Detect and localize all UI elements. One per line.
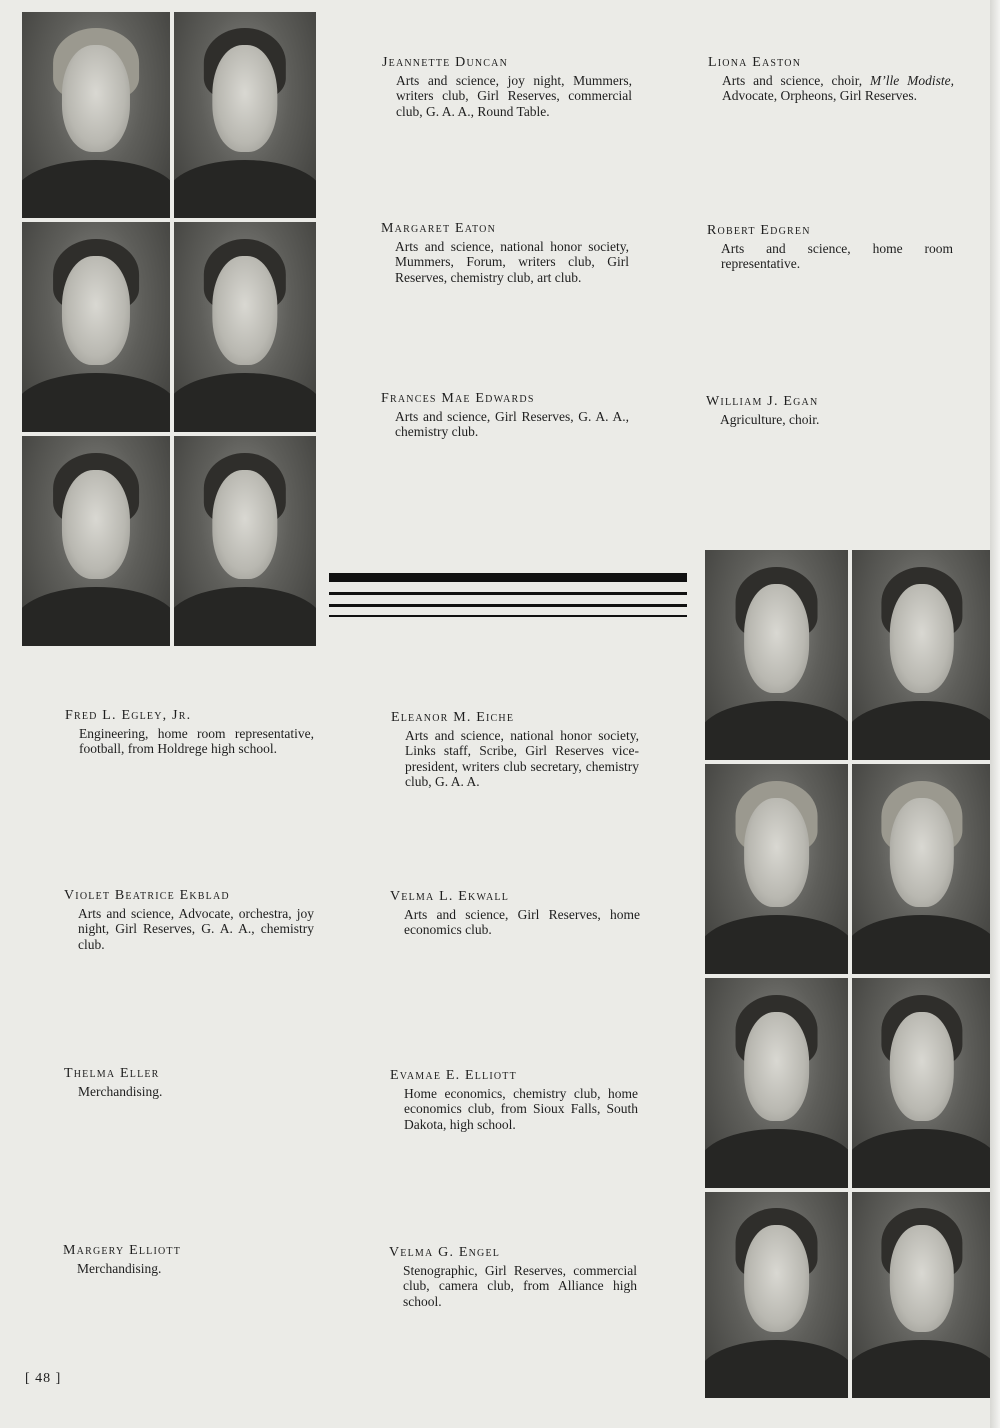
portrait-thelma-eller xyxy=(705,978,848,1188)
entry-violet-ekblad xyxy=(64,888,314,952)
student-name: Thelma Eller xyxy=(64,1066,160,1081)
student-name: Velma G. Engel xyxy=(389,1245,501,1260)
entry-margery-elliott xyxy=(63,1243,313,1276)
student-name: Fred L. Egley, Jr. xyxy=(65,708,192,723)
page-edge xyxy=(990,0,1000,1428)
entry-fred-egley xyxy=(65,708,314,757)
entry-thelma-eller xyxy=(64,1066,314,1099)
portrait-liona-easton xyxy=(174,12,316,218)
page-number: [ 48 ] xyxy=(25,1371,62,1386)
student-name: Margery Elliott xyxy=(63,1243,182,1258)
student-activities: Arts and science, national honor society, Mummers, Forum, writers club, Girl Reserves, chemistry club, art club. xyxy=(395,238,629,285)
entry-evamae-elliott xyxy=(390,1068,638,1132)
operetta-title: M’lle Modiste, xyxy=(870,72,954,88)
portrait-velma-engel xyxy=(852,1192,992,1398)
student-activities: Arts and science, joy night, Mummers, writers club, Girl Reserves, commercial club, G. A. A., Round Table. xyxy=(396,72,632,119)
photo-grid-bottom-right xyxy=(705,550,992,1398)
student-activities: Agriculture, choir. xyxy=(720,411,820,427)
student-name: Liona Easton xyxy=(708,55,802,70)
student-activities: Merchandising. xyxy=(77,1260,162,1276)
student-name: Robert Edgren xyxy=(707,223,811,238)
portrait-evamae-elliott xyxy=(852,978,992,1188)
divider-line xyxy=(329,573,687,582)
portrait-eleanor-eiche xyxy=(852,550,992,760)
portrait-william-egan xyxy=(174,436,316,646)
student-activities: Arts and science, home room representative. xyxy=(721,240,953,271)
student-name: Velma L. Ekwall xyxy=(390,889,510,904)
divider-line xyxy=(329,592,687,595)
portrait-fred-egley xyxy=(705,550,848,760)
student-activities: Stenographic, Girl Reserves, commercial club, camera club, from Alliance high school. xyxy=(403,1262,637,1309)
entry-velma-engel xyxy=(389,1245,637,1309)
student-activities: Merchandising. xyxy=(78,1083,163,1099)
student-name: Evamae E. Elliott xyxy=(390,1068,517,1083)
divider-line xyxy=(329,604,687,607)
student-name: Margaret Eaton xyxy=(381,221,497,236)
portrait-frances-mae-edwards xyxy=(22,436,170,646)
photo-grid-top-left xyxy=(22,12,316,646)
portrait-margaret-eaton xyxy=(22,222,170,432)
portrait-violet-ekblad xyxy=(705,764,848,974)
student-activities: Arts and science, choir, M’lle Modiste, Advocate, Orpheons, Girl Reserves. xyxy=(722,72,954,103)
student-name: Eleanor M. Eiche xyxy=(391,710,515,725)
portrait-jeannette-duncan xyxy=(22,12,170,218)
entry-jeannette-duncan xyxy=(382,55,632,119)
student-activities: Engineering, home room representative, football, from Holdrege high school. xyxy=(79,725,314,756)
entry-william-egan xyxy=(706,394,952,427)
portrait-robert-edgren xyxy=(174,222,316,432)
entry-velma-ekwall xyxy=(390,889,640,938)
student-activities: Arts and science, Advocate, orchestra, joy night, Girl Reserves, G. A. A., chemistry club. xyxy=(78,905,314,952)
student-activities: Arts and science, Girl Reserves, G. A. A., chemistry club. xyxy=(395,408,629,439)
student-name: William J. Egan xyxy=(706,394,819,409)
entry-eleanor-eiche xyxy=(391,710,639,790)
entry-frances-mae-edwards xyxy=(381,391,629,440)
student-name: Jeannette Duncan xyxy=(382,55,509,70)
entry-margaret-eaton xyxy=(381,221,629,285)
entry-liona-easton xyxy=(708,55,954,104)
entry-robert-edgren xyxy=(707,223,953,272)
portrait-velma-ekwall xyxy=(852,764,992,974)
student-name: Frances Mae Edwards xyxy=(381,391,535,406)
student-activities: Home economics, chemistry club, home economics club, from Sioux Falls, South Dakota, high school. xyxy=(404,1085,638,1132)
divider-line xyxy=(329,615,687,617)
student-activities: Arts and science, national honor society, Links staff, Scribe, Girl Reserves vice-president, writers club secretary, chemistry club, G. A. A. xyxy=(405,727,639,789)
portrait-margery-elliott xyxy=(705,1192,848,1398)
student-activities: Arts and science, Girl Reserves, home economics club. xyxy=(404,906,640,937)
student-name: Violet Beatrice Ekblad xyxy=(64,888,230,903)
